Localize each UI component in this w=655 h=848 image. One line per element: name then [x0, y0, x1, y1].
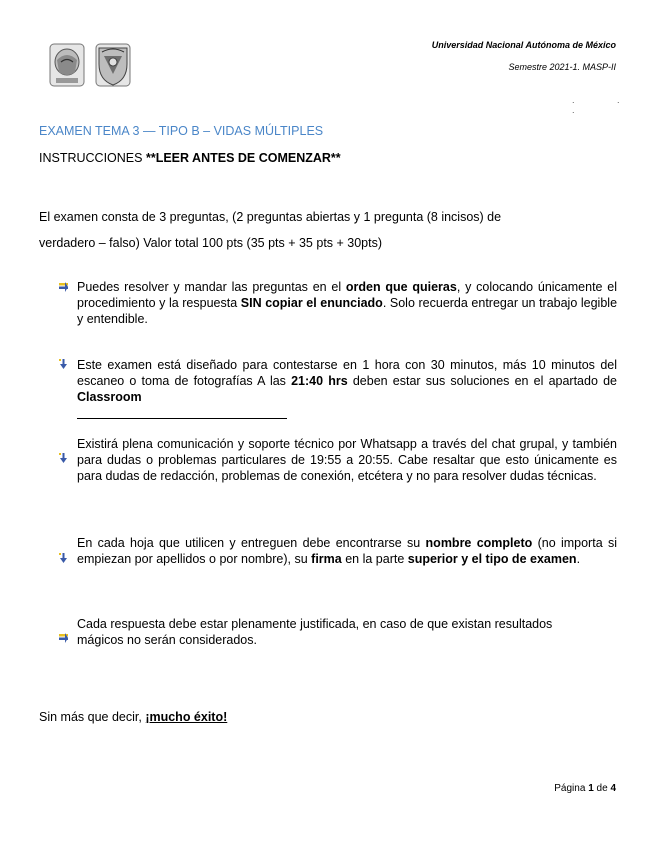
- bullet-5-text: [77, 616, 617, 648]
- closing-emphasis: ¡mucho éxito!: [145, 710, 228, 724]
- unam-logo: [48, 42, 86, 88]
- instructions-emphasis: **LEER ANTES DE COMENZAR**: [145, 151, 341, 165]
- bullet-5-line-2: mágicos no serán considerados.: [77, 633, 257, 647]
- instructions-heading: [39, 151, 341, 165]
- semester-info: Semestre 2021-1. MASP-II: [508, 62, 616, 72]
- page-number: Página 1 de 4: [554, 783, 616, 794]
- intro-line-2: verdadero – falso) Valor total 100 pts (35 pts + 35 pts + 30pts): [39, 236, 383, 250]
- bullet-4-text: En cada hoja que utilicen y entreguen debe encontrarse su nombre completo (no importa si empiezan por apellidos o por nombre), su firma en la parte superior y el tipo de examen.: [77, 536, 617, 566]
- bullet-arrow-icon: [59, 453, 68, 463]
- bullet-arrow-icon: [59, 553, 68, 563]
- instructions-label: INSTRUCCIONES: [39, 151, 143, 165]
- closing-line: Sin más que decir, ¡mucho éxito!: [39, 710, 228, 724]
- intro-line-1: El examen consta de 3 preguntas, (2 preguntas abiertas y 1 pregunta (8 incisos) de: [39, 210, 502, 224]
- bullet-1-text: Puedes resolver y mandar las preguntas en el orden que quieras, y colocando únicamente el procedimiento y la respuesta SIN copiar el enunciado. Solo recuerda entregar un trabajo legible y entendible.: [77, 280, 618, 326]
- bullet-3-text: Existirá plena comunicación y soporte técnico por Whatsapp a través del chat grupal, y también para dudas o problemas particulares de 19:55 a 20:55. Cabe resaltar que esto únicamente es para dudas de redacción, problemas de conexión, etcétera y no para resolver dudas técnicas.: [77, 437, 617, 483]
- faculty-seal-logo: [94, 42, 132, 88]
- bullet-arrow-icon: [59, 633, 68, 643]
- university-name: Universidad Nacional Autónoma de México: [431, 40, 616, 50]
- bullet-arrow-icon: [59, 282, 68, 292]
- bullet-2-text: Este examen está diseñado para contestarse en 1 hora con 30 minutos, más 10 minutos del escaneo o toma de fotografías A las 21:40 hrs deben estar sus soluciones en el apartado de Classroom: [77, 358, 617, 404]
- bullet-arrow-icon: [59, 359, 68, 369]
- separator-line: [77, 418, 287, 419]
- bullet-5-line-1: Cada respuesta debe estar plenamente justificada, en caso de que existan resultados: [77, 617, 553, 631]
- exam-title: EXAMEN TEMA 3 — TIPO B – VIDAS MÚLTIPLES: [39, 124, 324, 138]
- header-dots: . . .: [572, 95, 640, 115]
